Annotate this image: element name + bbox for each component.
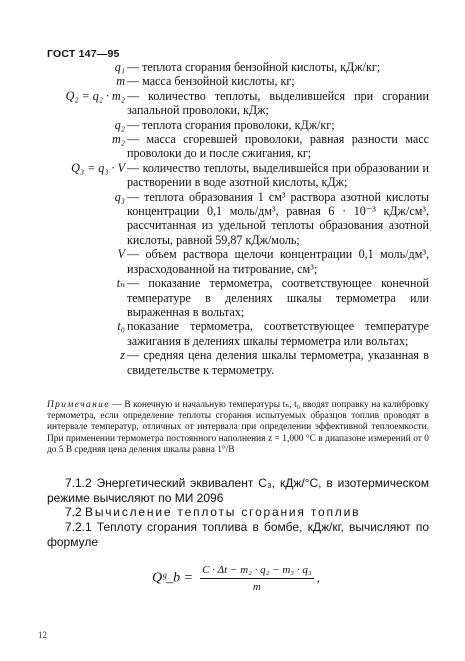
definition-text: — масса сгоревшей проволоки, равная разности масс проволоки до и после сжигания, кг; bbox=[127, 132, 429, 161]
note bbox=[47, 400, 429, 456]
definition-symbol: Q₂ = q₂ · m₂ bbox=[65, 88, 125, 103]
definition-text: — количество теплоты, выделившейся при образовании и растворении в воде азотной кислоты, кДж; bbox=[127, 160, 429, 190]
note-text: — В конечную и начальную температуры tₙ, t₀ вводят поправку на калибровку термометра, если определение теплоты сгорания испытуемых образцов топлив проводят в интервале температур, отличных от интервала при определении эффективной теплоемкости. При применении термометра постоянного наполнения z = 1,000 °С в диапазоне измерений от 0 до 5 В средняя цена деления шкалы равна 1°/В bbox=[47, 400, 430, 455]
definition-item bbox=[0, 319, 465, 348]
definition-text: — теплота образования 1 см³ раствора азотной кислоты концентрации 0,1 моль/дм³, равная 6 · 10⁻³ кДж/см³, рассчитанная из удельной теплоты образования азотной кислоты, равной 59,87 кДж/моль; bbox=[127, 189, 429, 247]
definition-item bbox=[0, 89, 465, 118]
definition-symbol: m₂ bbox=[112, 132, 125, 147]
definition-item bbox=[0, 74, 465, 88]
definition-text: показание термометра, соответствующее температуре зажигания в делениях шкалы термометра или вольтах; bbox=[127, 319, 429, 348]
definition-text: — теплота сгорания бензойной кислоты, кДж/кг; bbox=[127, 60, 381, 74]
definition-text: — объем раствора щелочи концентрации 0,1 моль/дм³, израсходованной на титрование, см³; bbox=[127, 247, 429, 276]
standard-header: ГОСТ 147—95 bbox=[47, 48, 120, 60]
definition-symbol: tₙ bbox=[116, 276, 125, 291]
definition-text: — масса бензойной кислоты, кг; bbox=[127, 74, 295, 89]
definition-symbol: Q₃ = q₃ · V bbox=[71, 160, 125, 175]
definition-item bbox=[0, 132, 465, 161]
definition-symbol: z bbox=[120, 348, 125, 363]
definitions-list bbox=[0, 60, 465, 377]
paragraph-7-1-2: 7.1.2 Энергетический эквивалент C₃, кДж/°С, в изотермическом режиме вычисляют по МИ 2096 bbox=[47, 476, 429, 505]
page-number: 12 bbox=[38, 630, 47, 640]
definition-symbol: V bbox=[117, 247, 125, 262]
definition-text: — теплота сгорания проволоки, кДж/кг; bbox=[127, 117, 335, 132]
formula-tail: , bbox=[316, 570, 320, 585]
definition-symbol: t₀ bbox=[117, 319, 125, 334]
definition-item bbox=[0, 276, 465, 319]
formula-fraction bbox=[200, 563, 314, 595]
definition-symbol: m bbox=[116, 74, 125, 89]
formula-lhs: Qᵍ_b = bbox=[152, 570, 194, 586]
definition-item bbox=[0, 348, 465, 377]
definition-item bbox=[0, 190, 465, 248]
note-label: Примечание bbox=[47, 400, 110, 410]
definition-text: — средняя цена деления шкалы термометра, указанная в свидетельстве к термометру. bbox=[127, 348, 429, 377]
definition-symbol: q₁ bbox=[114, 60, 125, 74]
definition-symbol: q₂ bbox=[114, 117, 125, 132]
formula bbox=[152, 563, 320, 595]
section-title: Вычисление теплоты сгорания топлив bbox=[85, 505, 361, 519]
definition-item bbox=[0, 247, 465, 276]
definition-symbol: q₃ bbox=[114, 189, 125, 204]
definition-item bbox=[0, 60, 465, 74]
definition-item bbox=[0, 161, 465, 190]
formula-numerator: C · Δt − m₂ · q₂ − m₃ · q₃ bbox=[200, 563, 314, 579]
paragraph-7-2-1: 7.2.1 Теплоту сгорания топлива в бомбе, кДж/кг, вычисляют по формуле bbox=[47, 520, 429, 549]
definition-text: — показание термометра, соответствующее конечной температуре в делениях шкалы термометра или выраженная в вольтах; bbox=[127, 276, 429, 319]
formula-denominator: m bbox=[252, 581, 261, 594]
section-number: 7.2 bbox=[65, 505, 82, 519]
section-heading-7-2 bbox=[47, 505, 429, 520]
definition-text: — количество теплоты, выделившейся при сгорании запальной проволоки, кДж; bbox=[127, 88, 429, 118]
definition-item bbox=[0, 118, 465, 132]
